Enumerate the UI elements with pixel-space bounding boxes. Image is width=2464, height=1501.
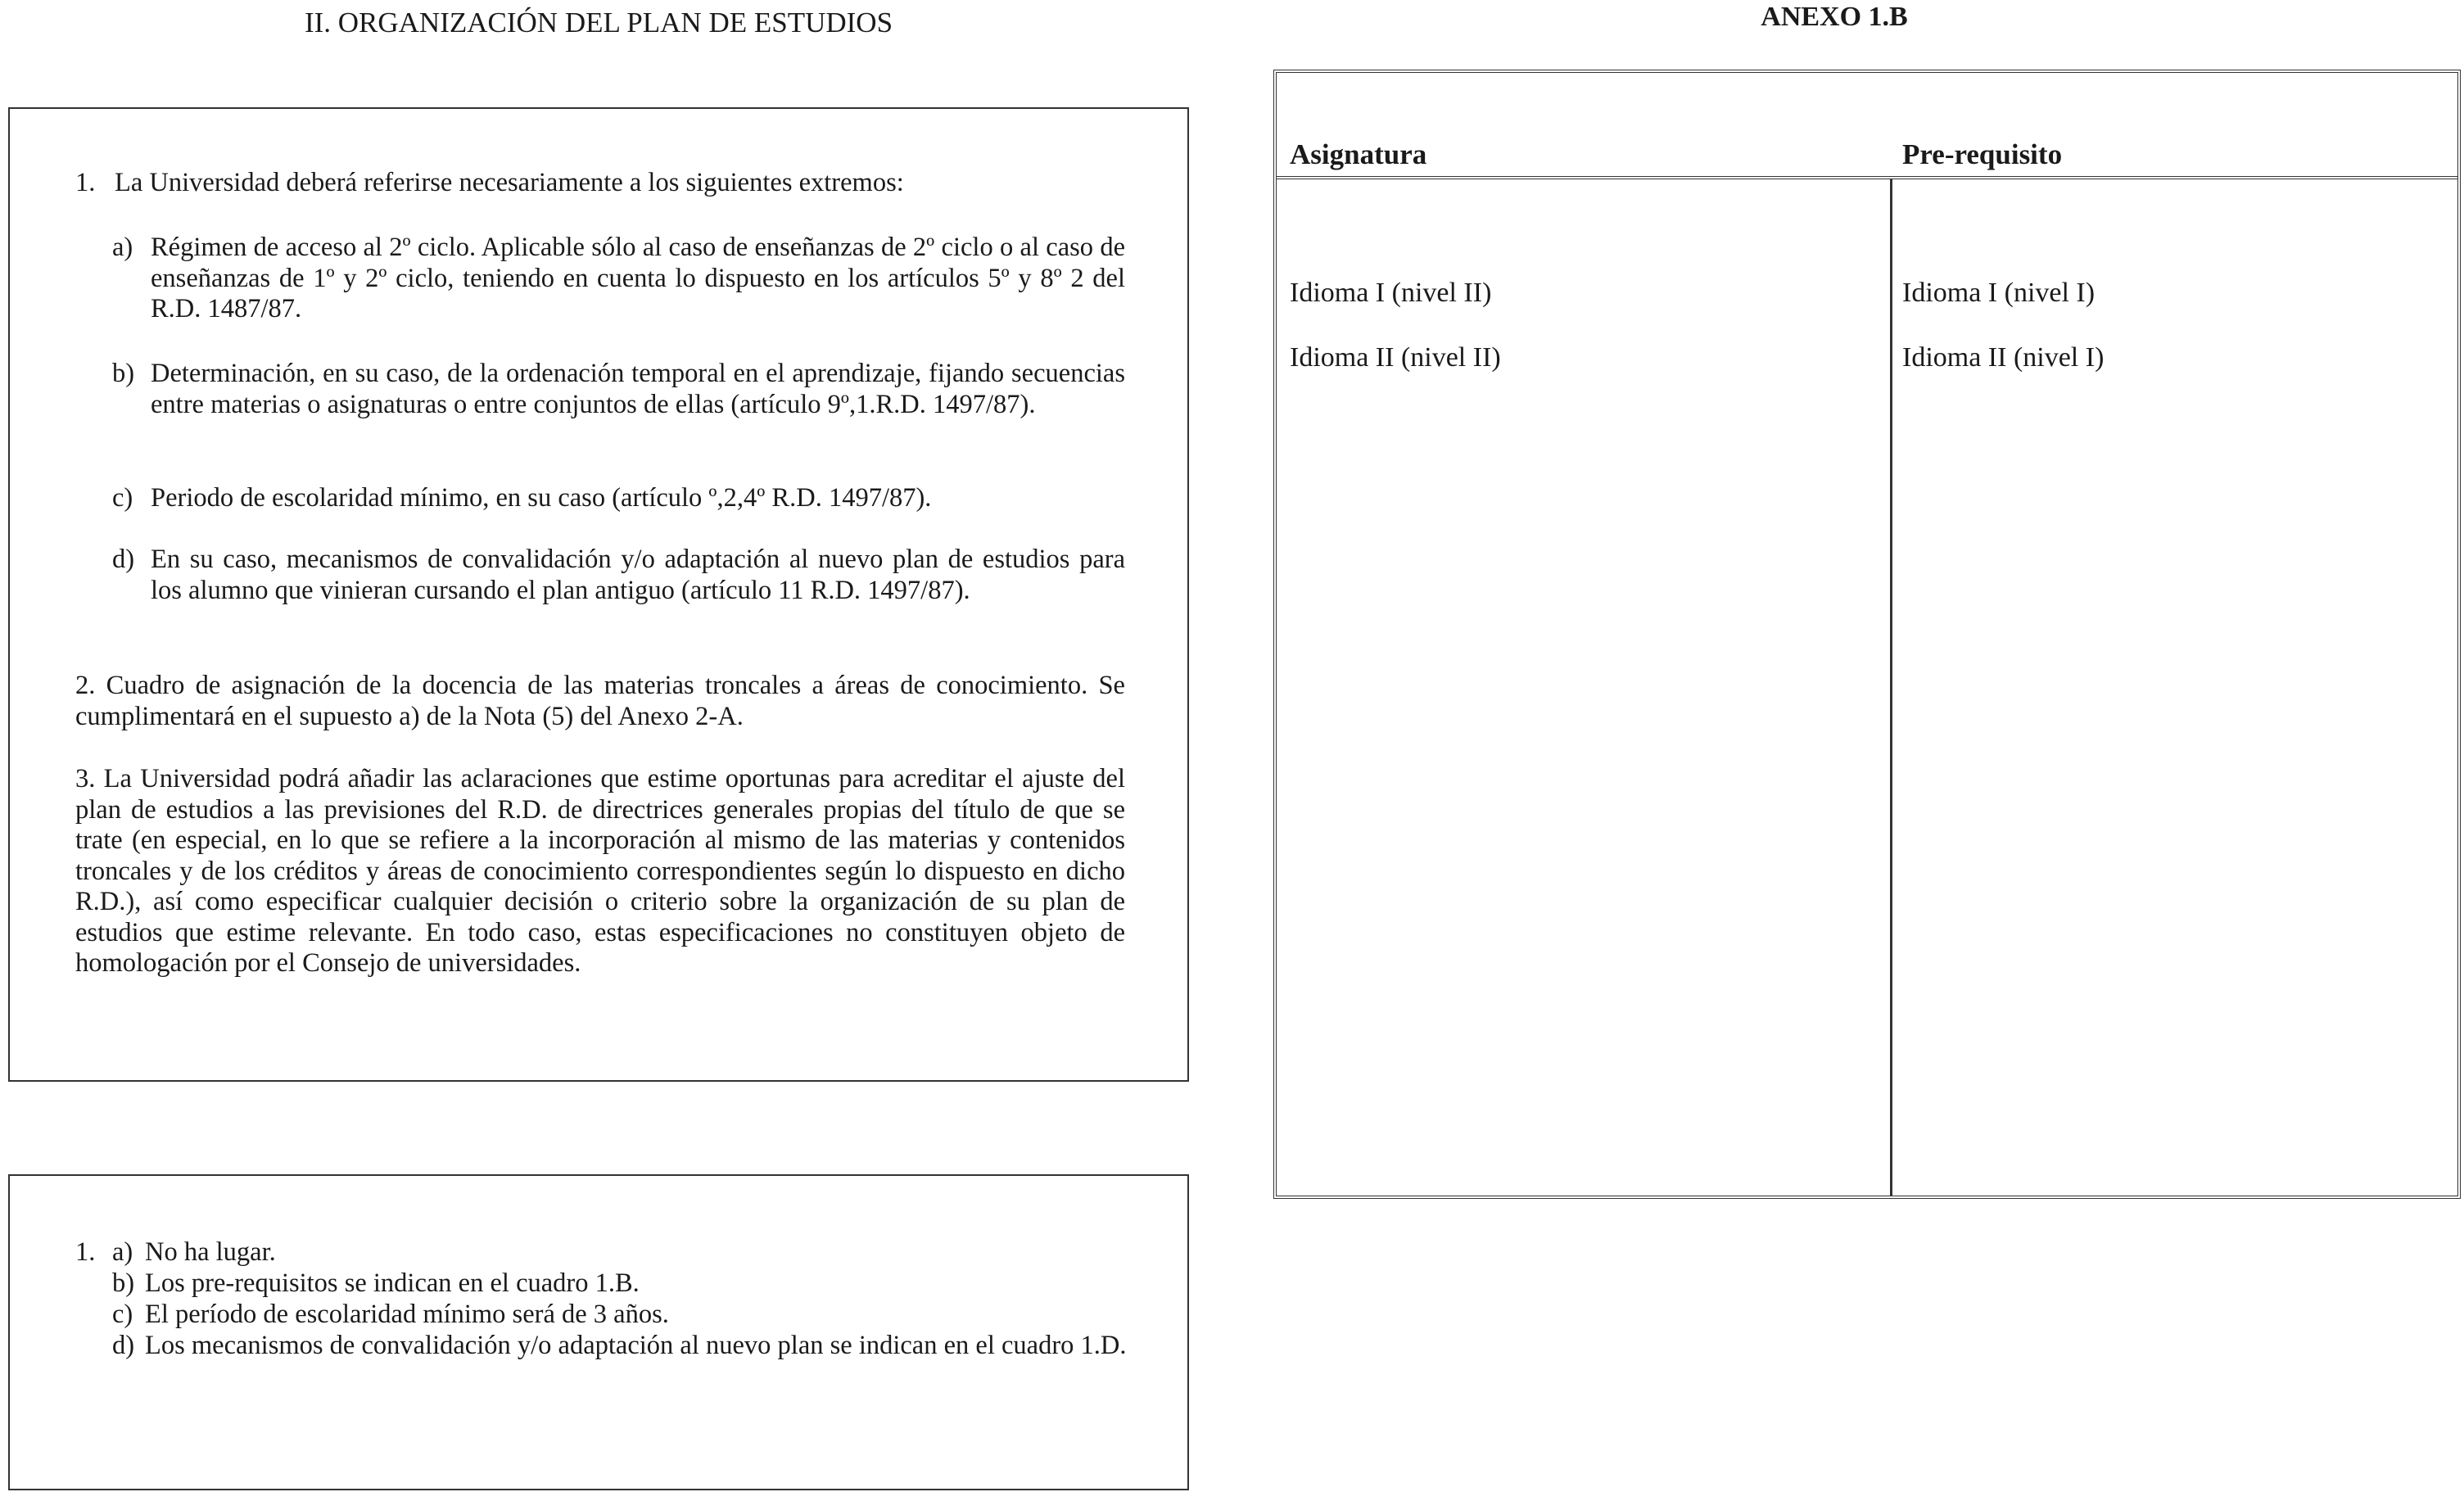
answer-label: b) bbox=[112, 1268, 135, 1298]
column-header-asignatura: Asignatura bbox=[1290, 138, 1427, 170]
answer-label: a) bbox=[112, 1237, 133, 1267]
table-cell-subject: Idioma I (nivel II) bbox=[1290, 278, 1492, 308]
answer-label: c) bbox=[112, 1300, 133, 1329]
table-cell-subject: Idioma II (nivel II) bbox=[1290, 342, 1501, 373]
answer-label: d) bbox=[112, 1331, 135, 1360]
subitem-a-text: Régimen de acceso al 2º ciclo. Aplicable sólo al caso de enseñanzas de 2º ciclo o al caso de enseñanzas de 1º y 2º ciclo, teniendo en cuenta lo dispuesto en los artículos 5º y 8º 2 del R.D. 1487/87. bbox=[151, 233, 1125, 323]
item-1-text: La Universidad deberá referirse necesariamente a los siguientes extremos: bbox=[115, 168, 904, 197]
subitem-label: a) bbox=[112, 233, 133, 262]
header-divider bbox=[1277, 176, 2457, 179]
column-header-prerequisito: Pre-requisito bbox=[1902, 138, 2063, 170]
subitem-c-text: Periodo de escolaridad mínimo, en su caso (artículo º,2,4º R.D. 1497/87). bbox=[151, 483, 932, 513]
answer-c: El período de escolaridad mínimo será de 3 años. bbox=[145, 1300, 669, 1329]
subitem-b-text: Determinación, en su caso, de la ordenación temporal en el aprendizaje, fijando secuencias entre materias o asignaturas o entre conjuntos de ellas (artículo 9º,1.R.D. 1497/87). bbox=[151, 359, 1125, 419]
instructions-box bbox=[8, 107, 1189, 1082]
subitem-label: b) bbox=[112, 359, 135, 388]
item-2-text: 2. Cuadro de asignación de la docencia de las materias troncales a áreas de conocimiento. Se cumplimentará en el supuesto a) de la Nota (5) del Anexo 2-A. bbox=[75, 671, 1125, 731]
item-3-text: 3. La Universidad podrá añadir las aclaraciones que estime oportunas para acreditar el ajuste del plan de estudios a las previsiones del R.D. de directrices generales propias del título de que se trate (en especial, en lo que se refiere a la incorporación al mismo de las materias y contenidos troncales y de los créditos y áreas de conocimiento correspondientes según lo dispuesto en dicho R.D.), así como especificar cualquier decisión o criterio sobre la organización de su plan de estudios que estime relevante. En todo caso, estas especificaciones no constituyen objeto de homologación por el Consejo de universidades. bbox=[75, 764, 1125, 978]
answer-number: 1. bbox=[75, 1237, 96, 1267]
table-cell-prerequisite: Idioma I (nivel I) bbox=[1902, 278, 2096, 308]
subitem-label: c) bbox=[112, 483, 133, 513]
section-title: II. ORGANIZACIÓN DEL PLAN DE ESTUDIOS bbox=[304, 7, 893, 38]
answer-b: Los pre-requisitos se indican en el cuadro 1.B. bbox=[145, 1268, 640, 1298]
subitem-label: d) bbox=[112, 545, 135, 574]
item-number: 1. bbox=[75, 168, 96, 197]
subitem-d-text: En su caso, mecanismos de convalidación y/o adaptación al nuevo plan de estudios para los alumno que vinieran cursando el plan antiguo (artículo 11 R.D. 1497/87). bbox=[151, 545, 1125, 605]
annex-label: ANEXO 1.B bbox=[1761, 2, 1908, 32]
answers-box bbox=[8, 1174, 1189, 1490]
answer-d: Los mecanismos de convalidación y/o adaptación al nuevo plan se indican en el cuadro 1.D. bbox=[145, 1331, 1127, 1360]
table-cell-prerequisite: Idioma II (nivel I) bbox=[1902, 342, 2105, 373]
answer-a: No ha lugar. bbox=[145, 1237, 276, 1267]
prerequisites-table bbox=[1273, 70, 2461, 1199]
column-divider bbox=[1890, 179, 1892, 1196]
